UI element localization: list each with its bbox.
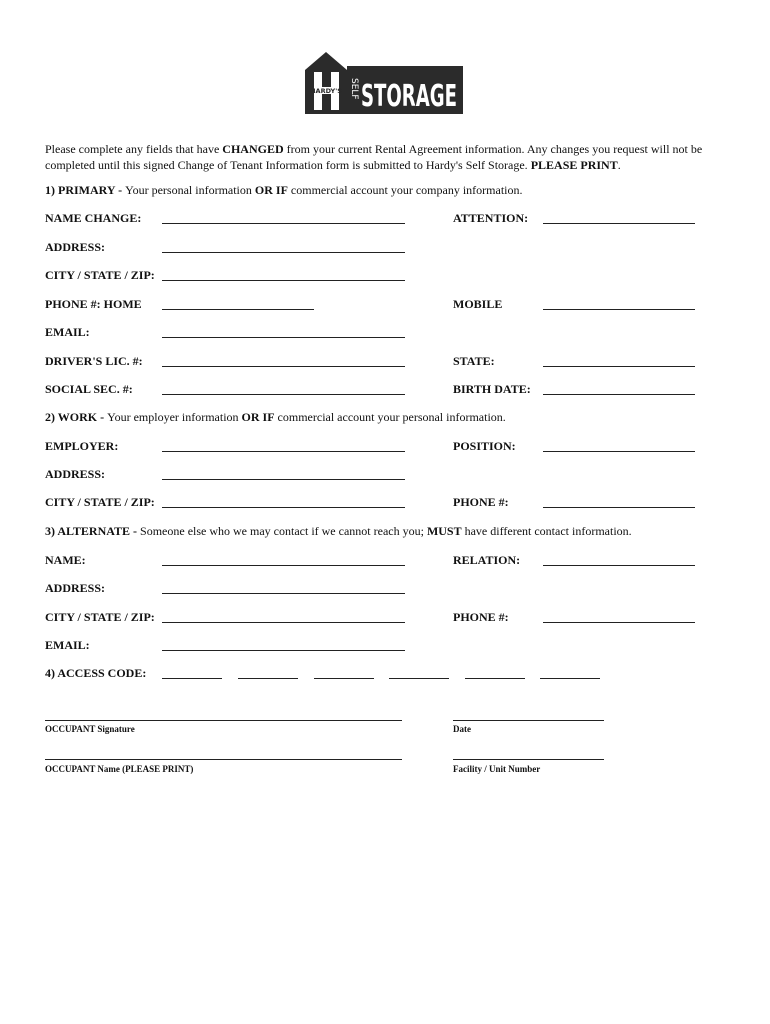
drivers-lic-label: DRIVER'S LIC. #: (45, 354, 143, 368)
access-code-field[interactable] (162, 678, 222, 679)
phone-home-field[interactable] (162, 309, 314, 310)
state-field[interactable] (543, 366, 695, 367)
facility-unit-line[interactable] (453, 759, 604, 760)
facility-unit-label: Facility / Unit Number (453, 764, 541, 774)
name-change-label: NAME CHANGE: (45, 211, 142, 225)
city-state-zip-label: CITY / STATE / ZIP: (45, 268, 155, 282)
birth-date-field[interactable] (543, 394, 695, 395)
occupant-signature-line[interactable] (45, 720, 402, 721)
work-address-label: ADDRESS: (45, 467, 106, 481)
address-label: ADDRESS: (45, 240, 106, 254)
state-label: STATE: (453, 354, 495, 368)
occupant-name-label: OCCUPANT Name (PLEASE PRINT) (45, 764, 194, 774)
alternate-city-state-zip-field[interactable] (162, 622, 405, 623)
section-alternate-heading: 3) ALTERNATE - Someone else who we may contact if we cannot reach you; MUST have different contact information. (45, 524, 632, 538)
mobile-field[interactable] (543, 309, 695, 310)
alternate-email-label: EMAIL: (45, 638, 90, 652)
drivers-lic-field[interactable] (162, 366, 405, 367)
position-field[interactable] (543, 451, 695, 452)
city-state-zip-field[interactable] (162, 280, 405, 281)
alternate-phone-label: PHONE #: (453, 610, 509, 624)
intro-paragraph (45, 141, 735, 173)
alternate-name-label: NAME: (45, 553, 86, 567)
address-field[interactable] (162, 252, 405, 253)
access-code-field[interactable] (389, 678, 449, 679)
access-code-field[interactable] (238, 678, 298, 679)
work-city-state-zip-label: CITY / STATE / ZIP: (45, 495, 155, 509)
employer-label: EMPLOYER: (45, 439, 119, 453)
employer-field[interactable] (162, 451, 405, 452)
position-label: POSITION: (453, 439, 516, 453)
work-phone-label: PHONE #: (453, 495, 509, 509)
mobile-label: MOBILE (453, 297, 503, 311)
alternate-address-label: ADDRESS: (45, 581, 106, 595)
social-sec-label: SOCIAL SEC. #: (45, 382, 133, 396)
section-primary-heading: 1) PRIMARY - Your personal information OR IF commercial account your company information. (45, 183, 523, 197)
alternate-address-field[interactable] (162, 593, 405, 594)
access-code-field[interactable] (314, 678, 374, 679)
alternate-email-field[interactable] (162, 650, 405, 651)
intro-text: from your current Rental Agreement information. Any changes you request will not be completed until this signed Change of Tenant Information form is submitted to Hardy's Self Storage. (45, 142, 703, 172)
access-code-field[interactable] (540, 678, 600, 679)
intro-text: Please complete any fields that have (45, 142, 223, 156)
social-sec-field[interactable] (162, 394, 405, 395)
section-work-heading: 2) WORK - Your employer information OR IF commercial account your personal information. (45, 410, 506, 424)
birth-date-label: BIRTH DATE: (453, 382, 531, 396)
logo-brand-text: HARDY'S (310, 87, 342, 95)
phone-home-label: PHONE #: HOME (45, 297, 142, 311)
work-address-field[interactable] (162, 479, 405, 480)
date-label: Date (453, 724, 471, 734)
access-code-label: 4) ACCESS CODE: (45, 666, 147, 680)
work-phone-field[interactable] (543, 507, 695, 508)
alternate-name-field[interactable] (162, 565, 405, 566)
intro-emphasis-changed: CHANGED (222, 142, 284, 156)
occupant-name-line[interactable] (45, 759, 402, 760)
relation-label: RELATION: (453, 553, 521, 567)
alternate-phone-field[interactable] (543, 622, 695, 623)
relation-field[interactable] (543, 565, 695, 566)
date-line[interactable] (453, 720, 604, 721)
email-label: EMAIL: (45, 325, 90, 339)
email-field[interactable] (162, 337, 405, 338)
intro-emphasis-print: PLEASE PRINT (530, 158, 618, 172)
occupant-signature-label: OCCUPANT Signature (45, 724, 135, 734)
logo-storage-text: STORAGE (361, 79, 457, 114)
alternate-city-state-zip-label: CITY / STATE / ZIP: (45, 610, 155, 624)
name-change-field[interactable] (162, 223, 405, 224)
hardys-self-storage-logo (303, 50, 465, 121)
intro-text: . (617, 158, 621, 172)
logo-self-text: SELF (349, 78, 359, 100)
access-code-field[interactable] (465, 678, 525, 679)
attention-field[interactable] (543, 223, 695, 224)
work-city-state-zip-field[interactable] (162, 507, 405, 508)
attention-label: ATTENTION: (453, 211, 529, 225)
